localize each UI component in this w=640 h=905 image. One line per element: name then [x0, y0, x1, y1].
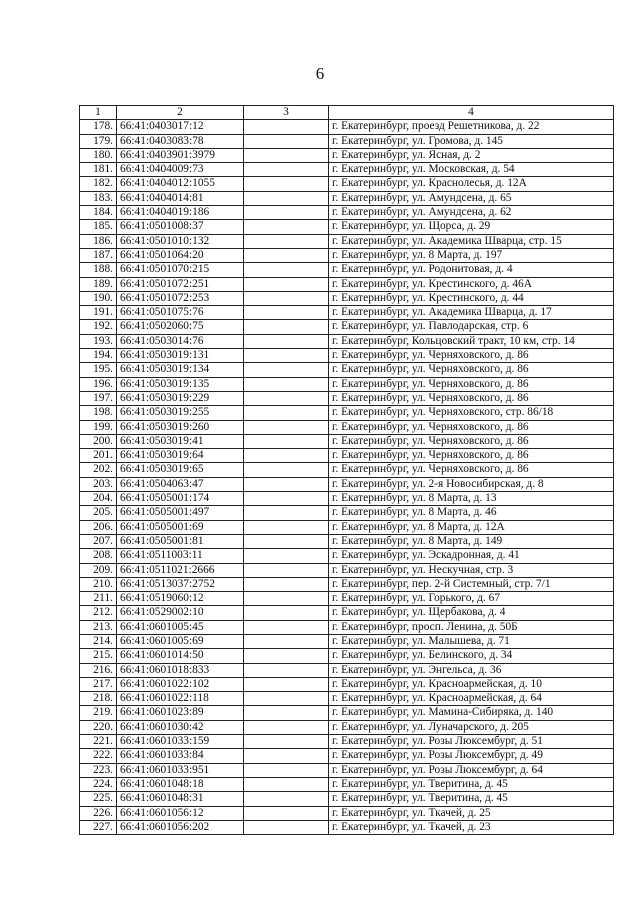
address-cell: г. Екатеринбург, ул. Ткачей, д. 25 — [329, 806, 614, 820]
extra-cell — [244, 291, 329, 305]
table-row — [80, 163, 614, 177]
row-number: 201. — [80, 449, 117, 463]
table-row — [80, 148, 614, 162]
row-number: 181. — [80, 163, 117, 177]
table-row — [80, 234, 614, 248]
cadastral-number: 66:41:0502060:75 — [117, 320, 244, 334]
table-row — [80, 420, 614, 434]
row-number: 226. — [80, 806, 117, 820]
extra-cell — [244, 206, 329, 220]
row-number: 227. — [80, 820, 117, 834]
cadastral-number: 66:41:0601033:951 — [117, 763, 244, 777]
row-number: 190. — [80, 291, 117, 305]
address-cell: г. Екатеринбург, ул. Академика Шварца, стр. 15 — [329, 234, 614, 248]
cadastral-number: 66:41:0601005:69 — [117, 634, 244, 648]
extra-cell — [244, 777, 329, 791]
table-row — [80, 634, 614, 648]
row-number: 204. — [80, 492, 117, 506]
extra-cell — [244, 492, 329, 506]
cadastral-number: 66:41:0601022:118 — [117, 692, 244, 706]
extra-cell — [244, 248, 329, 262]
cadastral-number: 66:41:0601048:18 — [117, 777, 244, 791]
address-cell: г. Екатеринбург, ул. Черняховского, д. 86 — [329, 420, 614, 434]
address-cell: г. Екатеринбург, ул. 8 Марта, д. 12А — [329, 520, 614, 534]
header-col-3: 3 — [244, 106, 329, 120]
address-cell: г. Екатеринбург, ул. Черняховского, д. 86 — [329, 463, 614, 477]
row-number: 215. — [80, 649, 117, 663]
row-number: 199. — [80, 420, 117, 434]
table-row — [80, 777, 614, 791]
extra-cell — [244, 377, 329, 391]
row-number: 209. — [80, 563, 117, 577]
cadastral-number: 66:41:0501072:251 — [117, 277, 244, 291]
extra-cell — [244, 663, 329, 677]
extra-cell — [244, 534, 329, 548]
table-row — [80, 563, 614, 577]
address-cell: г. Екатеринбург, ул. Луначарского, д. 205 — [329, 720, 614, 734]
table-row — [80, 291, 614, 305]
row-number: 222. — [80, 749, 117, 763]
row-number: 207. — [80, 534, 117, 548]
row-number: 197. — [80, 391, 117, 405]
address-cell: г. Екатеринбург, ул. Крестинского, д. 46А — [329, 277, 614, 291]
row-number: 218. — [80, 692, 117, 706]
cadastral-number: 66:41:0503014:76 — [117, 334, 244, 348]
extra-cell — [244, 563, 329, 577]
address-cell: г. Екатеринбург, ул. Тверитина, д. 45 — [329, 777, 614, 791]
table-row — [80, 806, 614, 820]
table-row — [80, 706, 614, 720]
cadastral-number: 66:41:0601030:42 — [117, 720, 244, 734]
page-number: 6 — [315, 64, 325, 83]
table-row — [80, 820, 614, 834]
address-cell: г. Екатеринбург, ул. Красноармейская, д. 64 — [329, 692, 614, 706]
extra-cell — [244, 220, 329, 234]
extra-cell — [244, 391, 329, 405]
row-number: 186. — [80, 234, 117, 248]
table-row — [80, 506, 614, 520]
cadastral-number: 66:41:0511003:11 — [117, 549, 244, 563]
extra-cell — [244, 406, 329, 420]
table-row — [80, 720, 614, 734]
address-cell: г. Екатеринбург, ул. Павлодарская, стр. 6 — [329, 320, 614, 334]
address-cell: г. Екатеринбург, ул. Черняховского, д. 86 — [329, 449, 614, 463]
cadastral-number: 66:41:0403083:78 — [117, 134, 244, 148]
table-row — [80, 263, 614, 277]
address-cell: г. Екатеринбург, Кольцовский тракт, 10 км, стр. 14 — [329, 334, 614, 348]
table-row — [80, 334, 614, 348]
header-col-1: 1 — [80, 106, 117, 120]
cadastral-number: 66:41:0503019:64 — [117, 449, 244, 463]
row-number: 210. — [80, 577, 117, 591]
extra-cell — [244, 420, 329, 434]
address-cell: г. Екатеринбург, ул. Нескучная, стр. 3 — [329, 563, 614, 577]
extra-cell — [244, 763, 329, 777]
table-row — [80, 220, 614, 234]
extra-cell — [244, 706, 329, 720]
cadastral-number: 66:41:0529002:10 — [117, 606, 244, 620]
row-number: 212. — [80, 606, 117, 620]
table-row — [80, 449, 614, 463]
table-row — [80, 520, 614, 534]
cadastral-number: 66:41:0505001:497 — [117, 506, 244, 520]
address-cell: г. Екатеринбург, ул. Розы Люксембург, д. 64 — [329, 763, 614, 777]
row-number: 184. — [80, 206, 117, 220]
table-row — [80, 177, 614, 191]
address-cell: г. Екатеринбург, ул. 8 Марта, д. 13 — [329, 492, 614, 506]
address-cell: г. Екатеринбург, ул. Черняховского, д. 86 — [329, 391, 614, 405]
cadastral-number: 66:41:0404009:73 — [117, 163, 244, 177]
address-cell: г. Екатеринбург, ул. Амундсена, д. 65 — [329, 191, 614, 205]
address-cell: г. Екатеринбург, ул. Красноармейская, д. 10 — [329, 677, 614, 691]
cadastral-number: 66:41:0503019:255 — [117, 406, 244, 420]
address-cell: г. Екатеринбург, проезд Решетникова, д. 22 — [329, 120, 614, 134]
table-row — [80, 692, 614, 706]
extra-cell — [244, 735, 329, 749]
cadastral-number: 66:41:0503019:134 — [117, 363, 244, 377]
extra-cell — [244, 692, 329, 706]
cadastral-number: 66:41:0403017:12 — [117, 120, 244, 134]
address-cell: г. Екатеринбург, ул. 8 Марта, д. 46 — [329, 506, 614, 520]
cadastral-number: 66:41:0505001:81 — [117, 534, 244, 548]
table-row — [80, 534, 614, 548]
cadastral-number: 66:41:0505001:69 — [117, 520, 244, 534]
cadastral-number: 66:41:0504063:47 — [117, 477, 244, 491]
table-row — [80, 406, 614, 420]
address-cell: г. Екатеринбург, ул. Белинского, д. 34 — [329, 649, 614, 663]
extra-cell — [244, 749, 329, 763]
address-cell: г. Екатеринбург, ул. Розы Люксембург, д. 51 — [329, 735, 614, 749]
cadastral-number: 66:41:0404019:186 — [117, 206, 244, 220]
cadastral-number: 66:41:0601023:89 — [117, 706, 244, 720]
cadastral-number: 66:41:0404012:1055 — [117, 177, 244, 191]
extra-cell — [244, 806, 329, 820]
row-number: 224. — [80, 777, 117, 791]
row-number: 219. — [80, 706, 117, 720]
address-cell: г. Екатеринбург, ул. Щербакова, д. 4 — [329, 606, 614, 620]
extra-cell — [244, 506, 329, 520]
row-number: 189. — [80, 277, 117, 291]
cadastral-number: 66:41:0501064:20 — [117, 248, 244, 262]
row-number: 216. — [80, 663, 117, 677]
cadastral-number: 66:41:0519060:12 — [117, 592, 244, 606]
address-cell: г. Екатеринбург, ул. Черняховского, д. 86 — [329, 434, 614, 448]
address-cell: г. Екатеринбург, ул. Тверитина, д. 45 — [329, 792, 614, 806]
table-row — [80, 763, 614, 777]
row-number: 180. — [80, 148, 117, 162]
row-number: 198. — [80, 406, 117, 420]
cadastral-number: 66:41:0601048:31 — [117, 792, 244, 806]
table-row — [80, 735, 614, 749]
cadastral-number: 66:41:0501072:253 — [117, 291, 244, 305]
cadastral-number: 66:41:0601014:50 — [117, 649, 244, 663]
address-cell: г. Екатеринбург, ул. Черняховского, стр. 86/18 — [329, 406, 614, 420]
table-header — [80, 106, 614, 120]
table-row — [80, 606, 614, 620]
cadastral-number: 66:41:0503019:131 — [117, 349, 244, 363]
extra-cell — [244, 649, 329, 663]
row-number: 191. — [80, 306, 117, 320]
address-cell: г. Екатеринбург, пер. 2-й Системный, стр. 7/1 — [329, 577, 614, 591]
table-row — [80, 377, 614, 391]
cadastral-number: 66:41:0601056:202 — [117, 820, 244, 834]
table-body — [80, 120, 614, 835]
address-cell: г. Екатеринбург, ул. Громова, д. 145 — [329, 134, 614, 148]
address-cell: г. Екатеринбург, ул. Щорса, д. 29 — [329, 220, 614, 234]
extra-cell — [244, 191, 329, 205]
row-number: 178. — [80, 120, 117, 134]
table-row — [80, 592, 614, 606]
row-number: 213. — [80, 620, 117, 634]
row-number: 217. — [80, 677, 117, 691]
extra-cell — [244, 606, 329, 620]
header-row — [80, 106, 614, 120]
address-cell: г. Екатеринбург, ул. Крестинского, д. 44 — [329, 291, 614, 305]
table-row — [80, 749, 614, 763]
table-row — [80, 677, 614, 691]
extra-cell — [244, 177, 329, 191]
extra-cell — [244, 620, 329, 634]
cadastral-number: 66:41:0503019:41 — [117, 434, 244, 448]
cadastral-number: 66:41:0511021:2666 — [117, 563, 244, 577]
row-number: 223. — [80, 763, 117, 777]
header-col-2: 2 — [117, 106, 244, 120]
extra-cell — [244, 677, 329, 691]
extra-cell — [244, 363, 329, 377]
cadastral-number: 66:41:0404014:81 — [117, 191, 244, 205]
extra-cell — [244, 277, 329, 291]
extra-cell — [244, 320, 329, 334]
cadastral-number: 66:41:0601018:833 — [117, 663, 244, 677]
address-cell: г. Екатеринбург, ул. Черняховского, д. 86 — [329, 363, 614, 377]
table-row — [80, 792, 614, 806]
extra-cell — [244, 820, 329, 834]
cadastral-number: 66:41:0503019:229 — [117, 391, 244, 405]
row-number: 200. — [80, 434, 117, 448]
row-number: 208. — [80, 549, 117, 563]
extra-cell — [244, 792, 329, 806]
cadastral-number: 66:41:0501008:37 — [117, 220, 244, 234]
extra-cell — [244, 549, 329, 563]
row-number: 214. — [80, 634, 117, 648]
table-row — [80, 649, 614, 663]
row-number: 206. — [80, 520, 117, 534]
table-row — [80, 349, 614, 363]
cadastral-table — [79, 105, 614, 835]
address-cell: г. Екатеринбург, ул. 8 Марта, д. 149 — [329, 534, 614, 548]
address-cell: г. Екатеринбург, ул. Академика Шварца, д. 17 — [329, 306, 614, 320]
extra-cell — [244, 577, 329, 591]
address-cell: г. Екатеринбург, ул. Малышева, д. 71 — [329, 634, 614, 648]
extra-cell — [244, 634, 329, 648]
table-row — [80, 120, 614, 134]
extra-cell — [244, 720, 329, 734]
row-number: 179. — [80, 134, 117, 148]
cadastral-number: 66:41:0505001:174 — [117, 492, 244, 506]
address-cell: г. Екатеринбург, ул. Родонитовая, д. 4 — [329, 263, 614, 277]
address-cell: г. Екатеринбург, ул. Энгельса, д. 36 — [329, 663, 614, 677]
extra-cell — [244, 520, 329, 534]
address-cell: г. Екатеринбург, ул. Краснолесья, д. 12А — [329, 177, 614, 191]
cadastral-number: 66:41:0513037:2752 — [117, 577, 244, 591]
extra-cell — [244, 120, 329, 134]
cadastral-number: 66:41:0503019:135 — [117, 377, 244, 391]
table-row — [80, 363, 614, 377]
extra-cell — [244, 334, 329, 348]
table-row — [80, 663, 614, 677]
cadastral-number: 66:41:0501075:76 — [117, 306, 244, 320]
table-row — [80, 549, 614, 563]
row-number: 211. — [80, 592, 117, 606]
cadastral-number: 66:41:0503019:65 — [117, 463, 244, 477]
address-cell: г. Екатеринбург, ул. 8 Марта, д. 197 — [329, 248, 614, 262]
extra-cell — [244, 234, 329, 248]
table-row — [80, 463, 614, 477]
extra-cell — [244, 263, 329, 277]
extra-cell — [244, 463, 329, 477]
row-number: 193. — [80, 334, 117, 348]
address-cell: г. Екатеринбург, ул. Мамина-Сибиряка, д. 140 — [329, 706, 614, 720]
cadastral-number: 66:41:0601022:102 — [117, 677, 244, 691]
extra-cell — [244, 592, 329, 606]
cadastral-number: 66:41:0403901:3979 — [117, 148, 244, 162]
row-number: 196. — [80, 377, 117, 391]
row-number: 205. — [80, 506, 117, 520]
cadastral-number: 66:41:0503019:260 — [117, 420, 244, 434]
table-row — [80, 191, 614, 205]
cadastral-number: 66:41:0601056:12 — [117, 806, 244, 820]
row-number: 192. — [80, 320, 117, 334]
extra-cell — [244, 306, 329, 320]
extra-cell — [244, 163, 329, 177]
extra-cell — [244, 349, 329, 363]
address-cell: г. Екатеринбург, ул. Черняховского, д. 86 — [329, 377, 614, 391]
row-number: 202. — [80, 463, 117, 477]
address-cell: г. Екатеринбург, ул. 2-я Новосибирская, д. 8 — [329, 477, 614, 491]
row-number: 185. — [80, 220, 117, 234]
cadastral-number: 66:41:0601005:45 — [117, 620, 244, 634]
row-number: 194. — [80, 349, 117, 363]
table-row — [80, 206, 614, 220]
header-col-4: 4 — [329, 106, 614, 120]
row-number: 203. — [80, 477, 117, 491]
address-cell: г. Екатеринбург, ул. Московская, д. 54 — [329, 163, 614, 177]
row-number: 188. — [80, 263, 117, 277]
table-row — [80, 620, 614, 634]
table-row — [80, 391, 614, 405]
extra-cell — [244, 148, 329, 162]
cadastral-number: 66:41:0501010:132 — [117, 234, 244, 248]
address-cell: г. Екатеринбург, просп. Ленина, д. 50Б — [329, 620, 614, 634]
row-number: 182. — [80, 177, 117, 191]
row-number: 225. — [80, 792, 117, 806]
table-row — [80, 306, 614, 320]
extra-cell — [244, 134, 329, 148]
row-number: 220. — [80, 720, 117, 734]
table-row — [80, 134, 614, 148]
table-row — [80, 492, 614, 506]
address-cell: г. Екатеринбург, ул. Горького, д. 67 — [329, 592, 614, 606]
cadastral-number: 66:41:0601033:84 — [117, 749, 244, 763]
row-number: 183. — [80, 191, 117, 205]
table-row — [80, 434, 614, 448]
row-number: 187. — [80, 248, 117, 262]
extra-cell — [244, 477, 329, 491]
address-cell: г. Екатеринбург, ул. Ясная, д. 2 — [329, 148, 614, 162]
extra-cell — [244, 449, 329, 463]
address-cell: г. Екатеринбург, ул. Эскадронная, д. 41 — [329, 549, 614, 563]
table-row — [80, 577, 614, 591]
table-row — [80, 477, 614, 491]
row-number: 195. — [80, 363, 117, 377]
address-cell: г. Екатеринбург, ул. Ткачей, д. 23 — [329, 820, 614, 834]
cadastral-number: 66:41:0501070:215 — [117, 263, 244, 277]
extra-cell — [244, 434, 329, 448]
address-cell: г. Екатеринбург, ул. Амундсена, д. 62 — [329, 206, 614, 220]
table-row — [80, 320, 614, 334]
cadastral-number: 66:41:0601033:159 — [117, 735, 244, 749]
row-number: 221. — [80, 735, 117, 749]
table-row — [80, 277, 614, 291]
address-cell: г. Екатеринбург, ул. Черняховского, д. 86 — [329, 349, 614, 363]
table-row — [80, 248, 614, 262]
address-cell: г. Екатеринбург, ул. Розы Люксембург, д. 49 — [329, 749, 614, 763]
